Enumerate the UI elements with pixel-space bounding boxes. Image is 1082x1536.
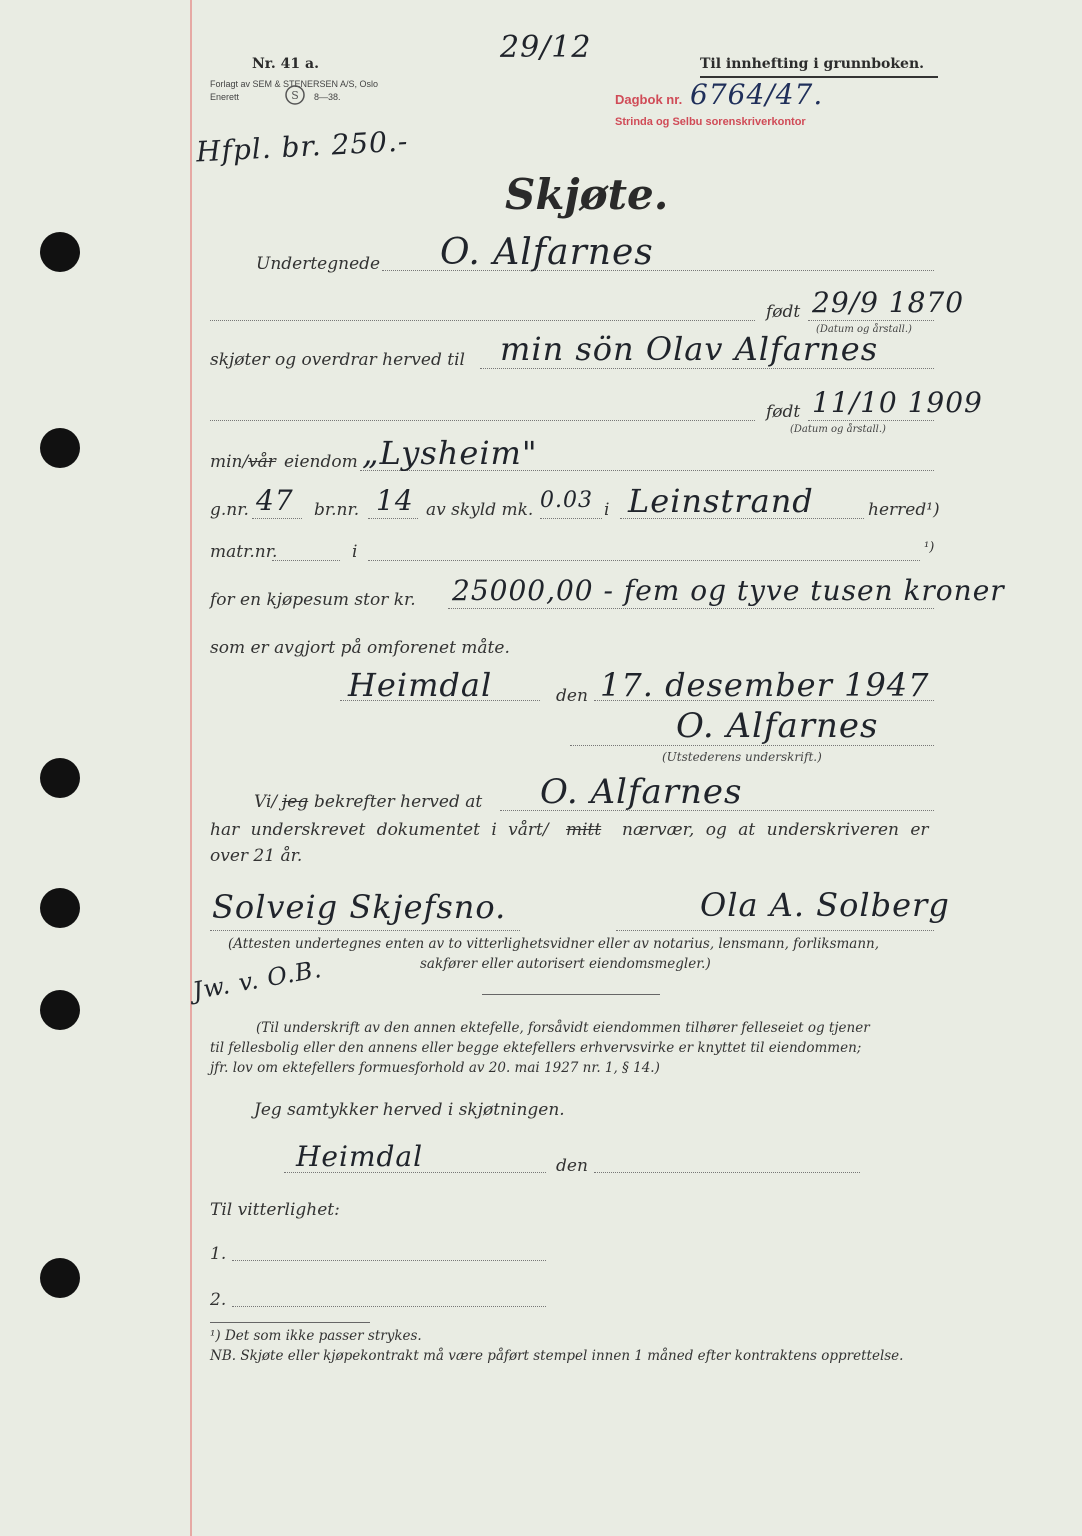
vitterlighet-line-1 (232, 1260, 546, 1261)
attest-note-2: sakfører eller autorisert eiendomsmegler.) (420, 956, 711, 972)
fodt1-value: 29/9 1870 (812, 286, 965, 319)
blank-line (210, 420, 755, 421)
herred-value: Leinstrand (628, 482, 814, 520)
brnr-label: br.nr. (314, 500, 360, 520)
section-divider (482, 994, 660, 995)
witness-sig2-line (616, 930, 934, 931)
vitterlighet-label: Til vitterlighet: (210, 1200, 340, 1220)
publisher-enerett: Enerett (210, 92, 240, 102)
witness-line-b-rest: nærvær, og at underskriveren er (622, 820, 929, 840)
vitterlighet-line-2 (232, 1306, 546, 1307)
witness-line-c: over 21 år. (210, 846, 303, 866)
punch-hole (40, 888, 80, 928)
eiendom-label-min: min/ (210, 452, 249, 472)
skjoter-line (480, 368, 934, 369)
omforenet-text: som er avgjort på omforenet måte. (210, 638, 510, 658)
skyld-value: 0.03 (540, 488, 593, 513)
fodt2-value: 11/10 1909 (812, 386, 983, 419)
punch-hole (40, 758, 80, 798)
punch-hole (40, 232, 80, 272)
matr-i-label: i (352, 542, 358, 562)
eiendom-label: eiendom (284, 452, 358, 472)
gnr-line (252, 518, 302, 519)
fodt-label: født (766, 402, 801, 422)
stamp-dagbok-label: Dagbok nr. (615, 92, 683, 107)
eiendom-value: „Lysheim" (362, 434, 538, 472)
matr-footnote-mark: ¹) (924, 540, 935, 555)
brnr-line (368, 518, 418, 519)
fodt-line (808, 320, 934, 321)
utsteder-label: (Utstederens underskrift.) (662, 750, 822, 764)
date-value: 17. desember 1947 (600, 666, 930, 704)
gnr-label: g.nr. (210, 500, 249, 520)
witness-vi: Vi/ (254, 792, 278, 812)
spouse-note-1: (Til underskrift av den annen ektefelle, forsåvidt eiendommen tilhører felleseiet og tjener (256, 1020, 870, 1036)
handwritten-date-top: 29/12 (500, 30, 592, 65)
spouse-note-2: til fellesbolig eller den annens eller begge ektefellers erhvervsvirke er knyttet til eiendommen; (210, 1040, 862, 1056)
herred-label: herred¹) (868, 500, 940, 520)
attest-note-1: (Attesten undertegnes enten av to vitterlighetsvidner eller av notarius, lensmann, forliksmann, (228, 936, 880, 952)
spouse-place-value: Heimdal (296, 1140, 424, 1173)
matr-label: matr.nr. (210, 542, 278, 562)
stamp-office: Strinda og Selbu sorenskriverkontor (615, 116, 806, 128)
punch-hole (40, 428, 80, 468)
witness-signature-1: Solveig Skjefsno. (212, 888, 507, 926)
spouse-consent: Jeg samtykker herved i skjøtningen. (254, 1100, 565, 1120)
matr-line (272, 560, 340, 561)
register-note: Hfpl. br. 250.- (195, 124, 410, 169)
vitterlighet-row-1: 1. (210, 1244, 227, 1264)
witness-signature-2: Ola A. Solberg (700, 886, 950, 924)
undertegnede-label: Undertegnede (256, 254, 381, 274)
fodt-label: født (766, 302, 801, 322)
form-number: Nr. 41 a. (252, 56, 319, 72)
footnote-2: NB. Skjøte eller kjøpekontrakt må være påført stempel innen 1 måned efter kontraktens opprettelse. (210, 1348, 904, 1364)
signature-line (570, 745, 934, 746)
den-label: den (556, 686, 588, 706)
undertegnede-value: O. Alfarnes (440, 232, 654, 273)
red-margin-line (190, 0, 192, 1536)
skyld-line (540, 518, 602, 519)
witness-name-value: O. Alfarnes (540, 772, 743, 812)
issuer-signature: O. Alfarnes (676, 706, 879, 746)
blank-line (210, 320, 755, 321)
footnote-divider (210, 1322, 370, 1323)
kjopesum-line (448, 608, 934, 609)
skjoter-label: skjøter og overdrar herved til (210, 350, 465, 370)
punch-hole (40, 990, 80, 1030)
vitterlighet-row-2: 2. (210, 1290, 227, 1310)
publisher-logo-icon (284, 84, 306, 106)
svg-text:S: S (291, 89, 299, 102)
place-value: Heimdal (348, 666, 493, 704)
skyld-label: av skyld mk. (426, 500, 534, 520)
stamp-dagbok-number: 6764/47. (690, 78, 824, 111)
footnote-1: ¹) Det som ikke passer strykes. (210, 1328, 422, 1344)
kjopesum-label: for en kjøpesum stor kr. (210, 590, 416, 610)
spouse-den-label: den (556, 1156, 588, 1176)
gnr-value: 47 (256, 484, 294, 517)
punch-hole (40, 1258, 80, 1298)
document-title: Skjøte. (505, 170, 669, 219)
spouse-date-line (594, 1172, 860, 1173)
witness-jeg-struck: jeg (282, 792, 309, 812)
matr-i-line (368, 560, 920, 561)
datum-label: (Datum og årstall.) (816, 324, 912, 335)
witness-mitt-struck: mitt (566, 820, 602, 840)
margin-initials: Jw. v. O.B. (190, 954, 325, 1006)
datum-label: (Datum og årstall.) (790, 424, 886, 435)
witness-line-b: har underskrevet dokumentet i vårt/ (210, 820, 549, 840)
skjoter-value: min sön Olav Alfarnes (500, 330, 879, 368)
witness-bekrefter: bekrefter herved at (314, 792, 483, 812)
publisher-date: 8—38. (314, 92, 341, 102)
spouse-note-3: jfr. lov om ektefellers formuesforhold av 20. mai 1927 nr. 1, § 14.) (210, 1060, 660, 1076)
kjopesum-value: 25000,00 - fem og tyve tusen kroner (452, 574, 1005, 607)
publisher-line: Forlagt av SEM & STENERSEN A/S, Oslo (210, 79, 379, 89)
eiendom-label-var-struck: vår (248, 452, 276, 472)
i-label: i (604, 500, 610, 520)
brnr-value: 14 (376, 484, 414, 517)
fodt-line (808, 420, 934, 421)
header-title-right: Til innhefting i grunnboken. (700, 56, 925, 72)
witness-sig1-line (210, 930, 520, 931)
